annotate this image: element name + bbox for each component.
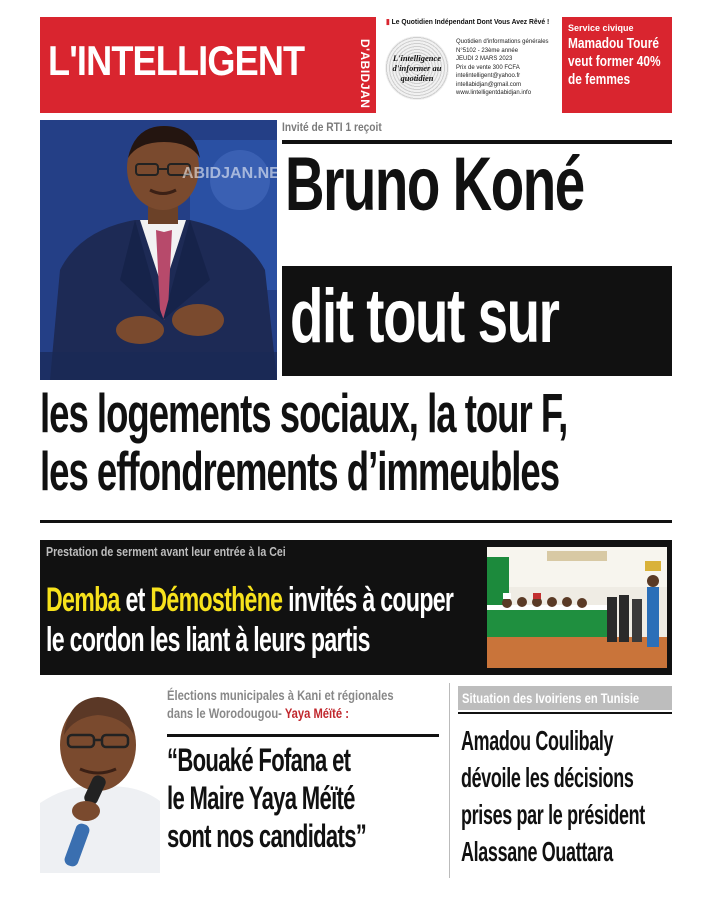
tunisie-kicker: Situation des Ivoiriens en Tunisie [458,686,672,710]
tunisie-line: prises par le président [461,799,645,830]
masthead-logo[interactable] [40,17,376,113]
lead-headline-line-1[interactable]: Bruno Koné [285,142,584,227]
tunisie-line: Amadou Coulibaly [461,725,614,756]
column-divider [449,683,450,878]
cei-headline-line-2[interactable]: le cordon les liant à leurs partis [46,621,370,659]
info-line: JEUDI 2 MARS 2023 [456,56,513,62]
portrait-man-in-suit-image [40,120,290,380]
man-with-microphone-image [40,683,160,873]
cei-connector: et [125,581,145,619]
quote-line: “Bouaké Fofana et [167,742,351,778]
lead-subheadline-line: les effondrements d’immeubles [40,440,560,502]
newspaper-city: D'ABIDJAN [358,39,372,109]
info-line: intelintelligent@yahoo.fr [456,73,521,79]
ceremony-photo[interactable] [487,547,667,668]
cei-name-demba: Demba [46,581,120,619]
promo-box[interactable] [562,17,672,113]
cei-name-demosthene: Démosthène [150,581,283,619]
elections-quote-headline[interactable] [167,741,366,855]
promo-headline: Mamadou Touré veut former 40% de femmes [568,36,661,88]
swearing-in-ceremony-image [487,547,667,668]
lead-headline-line-2[interactable]: dit tout sur [290,274,559,359]
quote-line: le Maire Yaya Méïté [167,780,355,816]
lead-photo[interactable] [40,120,290,380]
seal-badge [385,36,449,100]
section-divider [40,520,672,523]
cei-headline-line-1[interactable] [46,581,453,620]
cei-kicker: Prestation de serment avant leur entrée à la Cei [46,545,286,559]
quote-line: sont nos candidats” [167,818,367,854]
elections-kicker: Élections municipales à Kani et régionales dans le Worodougou- Yaya Méïté : [167,687,394,721]
elections-kicker-name: Yaya Méïté : [284,705,349,721]
cei-headline-rest: invités à couper [288,581,454,619]
tagline-marker-icon: ▮ [386,17,390,26]
tunisie-line: Alassane Ouattara [461,836,613,867]
info-line: www.lintelligentdabidjan.info [456,90,532,96]
photo-watermark: ABIDJAN.NET [182,165,290,182]
lead-subheadline[interactable] [40,384,567,500]
newspaper-name: L'INTELLIGENT [48,37,305,84]
tagline: ▮ Le Quotidien Indépendant Dont Vous Avez Rêvé ! [386,17,550,26]
tunisie-headline[interactable] [461,722,645,870]
seal-text: L'intelligence d'informer au quotidien [392,53,442,83]
lead-kicker: Invité de RTI 1 reçoit [282,120,382,134]
tunisie-rule [458,712,672,714]
tunisie-line: dévoile les décisions [461,762,634,793]
info-line: Prix de vente 300 FCFA [456,64,520,71]
lead-subheadline-line: les logements sociaux, la tour F, [40,382,568,444]
promo-kicker: Service civique [568,23,634,33]
info-line: intellabidjan@gmail.com [456,81,522,88]
info-line: N°5102 - 23ème année [456,47,519,54]
edition-info [456,38,558,98]
info-line: Quotidien d'informations générales [456,39,549,45]
candidate-photo[interactable] [40,683,160,873]
elections-rule [167,734,439,737]
